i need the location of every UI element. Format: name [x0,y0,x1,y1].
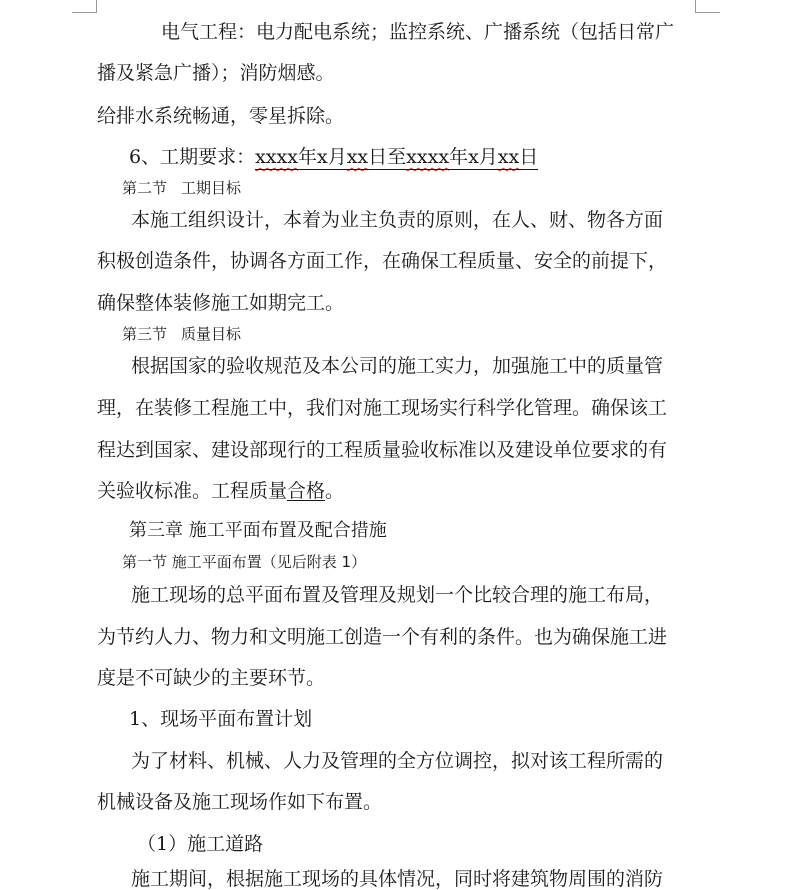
paragraph-line: 度是不可缺少的主要环节。 [97,667,326,689]
section-title: 质量目标 [181,325,242,343]
text-year: 年 [449,146,469,168]
section-heading [122,325,241,343]
paragraph-line: 为了材料、机械、人力及管理的全方位调控，拟对该工程所需的 [131,750,664,772]
placeholder-year: xxxx [255,146,298,168]
text-run: 。 [325,480,345,502]
paragraph-line: 机械设备及施工现场作如下布置。 [97,791,383,813]
text-day-to: 日至 [368,146,407,168]
section-heading: 第一节 施工平面布置（见后附表 1） [122,553,367,571]
placeholder-year: xxxx [406,146,450,168]
section-heading [122,179,241,197]
text-run: 关验收标准。工程质量 [97,480,288,502]
text-day: 日 [519,146,539,168]
paragraph-line: 理，在装修工程施工中，我们对施工现场实行科学化管理。确保该工 [97,397,668,419]
section-title: 工期目标 [181,179,242,197]
text-line: 给排水系统畅通，零星拆除。 [97,105,345,127]
crop-mark-left-vertical [96,0,97,12]
chapter-heading: 第三章 施工平面布置及配合措施 [129,520,387,541]
list-item-heading: 1、现场平面布置计划 [129,708,313,730]
text-year: 年 [297,146,317,168]
text-line: 电气工程：电力配电系统；监控系统、广播系统（包括日常广 [161,21,675,43]
crop-mark-left-horizontal [72,12,97,13]
paragraph-line: 施工现场的总平面布置及管理及规划一个比较合理的施工布局， [131,584,664,606]
section-number: 第二节 [122,179,168,197]
paragraph-line: 积极创造条件，协调各方面工作，在确保工程质量、安全的前提下， [97,250,668,272]
paragraph-line-cut-off: 施工期间，根据施工现场的具体情况，同时将建筑物周围的消防 [131,868,664,890]
crop-mark-right-horizontal [695,12,720,13]
paragraph-line: 确保整体装修施工如期完工。 [97,292,345,314]
paragraph-line: 本施工组织设计，本着为业主负责的原则，在人、财、物各方面 [131,209,664,231]
placeholder-day: xx [497,146,520,168]
underlined-text: 合格 [287,480,326,502]
text-month: 月 [327,146,347,168]
placeholder-month: x [316,146,328,168]
paragraph-line: 为节约人力、物力和文明施工创造一个有利的条件。也为确保施工进 [97,626,668,648]
paragraph-line [97,480,344,502]
text-line: 播及紧急广播）；消防烟感。 [97,62,335,84]
schedule-date-range [255,146,538,168]
paragraph-line: 根据国家的验收规范及本公司的施工实力，加强施工中的质量管 [131,355,664,377]
text-month: 月 [478,146,498,168]
placeholder-month: x [468,146,479,168]
crop-mark-right-vertical [695,0,696,12]
placeholder-day: xx [346,146,369,168]
schedule-requirement-line [129,146,538,168]
schedule-label: 6、工期要求： [129,146,256,168]
section-number: 第三节 [122,325,168,343]
paragraph-line: 程达到国家、建设部现行的工程质量验收标准以及建设单位要求的有 [97,439,668,461]
list-item-heading: （1）施工道路 [137,833,264,855]
